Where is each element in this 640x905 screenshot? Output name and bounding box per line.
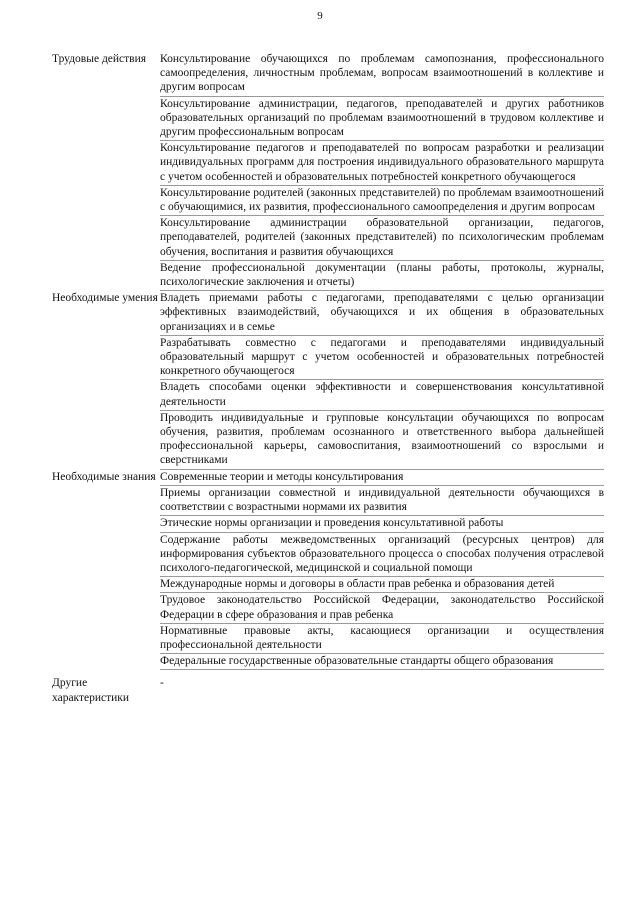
labor-action-item: Консультирование обучающихся по проблемам самопознания, профессионального самоопределения, личностным проблемам, вопросам взаимоотношений в коллективе и другим вопросам [160,52,604,97]
section-required-knowledge [52,470,604,671]
section-label-required-knowledge: Необходимые знания [52,470,156,483]
page-number: 9 [317,10,323,22]
knowledge-item: Современные теории и методы консультирования [160,470,604,486]
knowledge-item: Трудовое законодательство Российской Федерации, законодательство Российской Федерации в сфере образования и прав ребенка [160,593,604,623]
other-characteristics-list [160,676,604,691]
required-skills-list [160,291,604,469]
section-required-skills [52,291,604,469]
other-characteristic-item: - [160,677,164,690]
labor-action-item: Ведение профессиональной документации (планы работы, протоколы, журналы, психологические заключения и отчеты) [160,261,604,291]
labor-action-item: Консультирование педагогов и преподавателей по вопросам разработки и реализации индивидуальных программ для построения индивидуального образовательного маршрута с учетом особенностей и образовательных потребностей конкретного обучающегося [160,141,604,186]
knowledge-item: Приемы организации совместной и индивидуальной деятельности обучающихся в соответствии с возрастными нормами их развития [160,486,604,516]
section-labor-actions [52,52,604,291]
skill-item: Проводить индивидуальные и групповые консультации обучающихся по вопросам обучения, развития, проблемам осознанного и ответственного выбора дальнейшей профессиональной карьеры, самовоспитания, взаимоотношений со взрослыми и сверстниками [160,411,604,470]
skill-item: Владеть способами оценки эффективности и совершенствования консультативной деятельности [160,380,604,410]
labor-action-item: Консультирование администрации образовательной организации, педагогов, преподавателей, родителей (законных представителей) по психологическим проблемам обучения, воспитания и развития обучающихся [160,216,604,261]
labor-actions-list [160,52,604,291]
knowledge-item: Федеральные государственные образовательные стандарты общего образования [160,654,604,670]
labor-action-item: Консультирование администрации, педагогов, преподавателей и других работников образовательных организаций по проблемам взаимоотношений в трудовом коллективе и другим профессиональным вопросам [160,97,604,142]
section-label-required-skills: Необходимые умения [52,292,158,305]
section-label-other-characteristics: Другие характеристики [52,677,130,704]
knowledge-item: Международные нормы и договоры в области прав ребенка и образования детей [160,577,604,593]
section-label-labor-actions: Трудовые действия [52,53,147,65]
knowledge-item: Содержание работы межведомственных организаций (ресурсных центров) для информирования субъектов образовательного процесса о способах получения отраслевой психолого-педагогической, медицинской и социальной помощи [160,533,604,578]
section-other-characteristics [52,676,604,705]
knowledge-item: Этические нормы организации и проведения консультативной работы [160,516,604,532]
knowledge-item: Нормативные правовые акты, касающиеся организации и осуществления профессиональной деятельности [160,624,604,654]
required-knowledge-list [160,470,604,671]
skill-item: Разрабатывать совместно с педагогами и преподавателями индивидуальный образовательный маршрут с учетом особенностей и образовательных потребностей конкретного обучающегося [160,336,604,381]
competency-table [52,52,604,705]
labor-action-item: Консультирование родителей (законных представителей) по проблемам взаимоотношений с обучающимися, их развития, профессионального самоопределения и другим вопросам [160,186,604,216]
skill-item: Владеть приемами работы с педагогами, преподавателями с целью организации эффективных взаимодействий, обучающихся и их общения в образовательных организациях и в семье [160,291,604,336]
